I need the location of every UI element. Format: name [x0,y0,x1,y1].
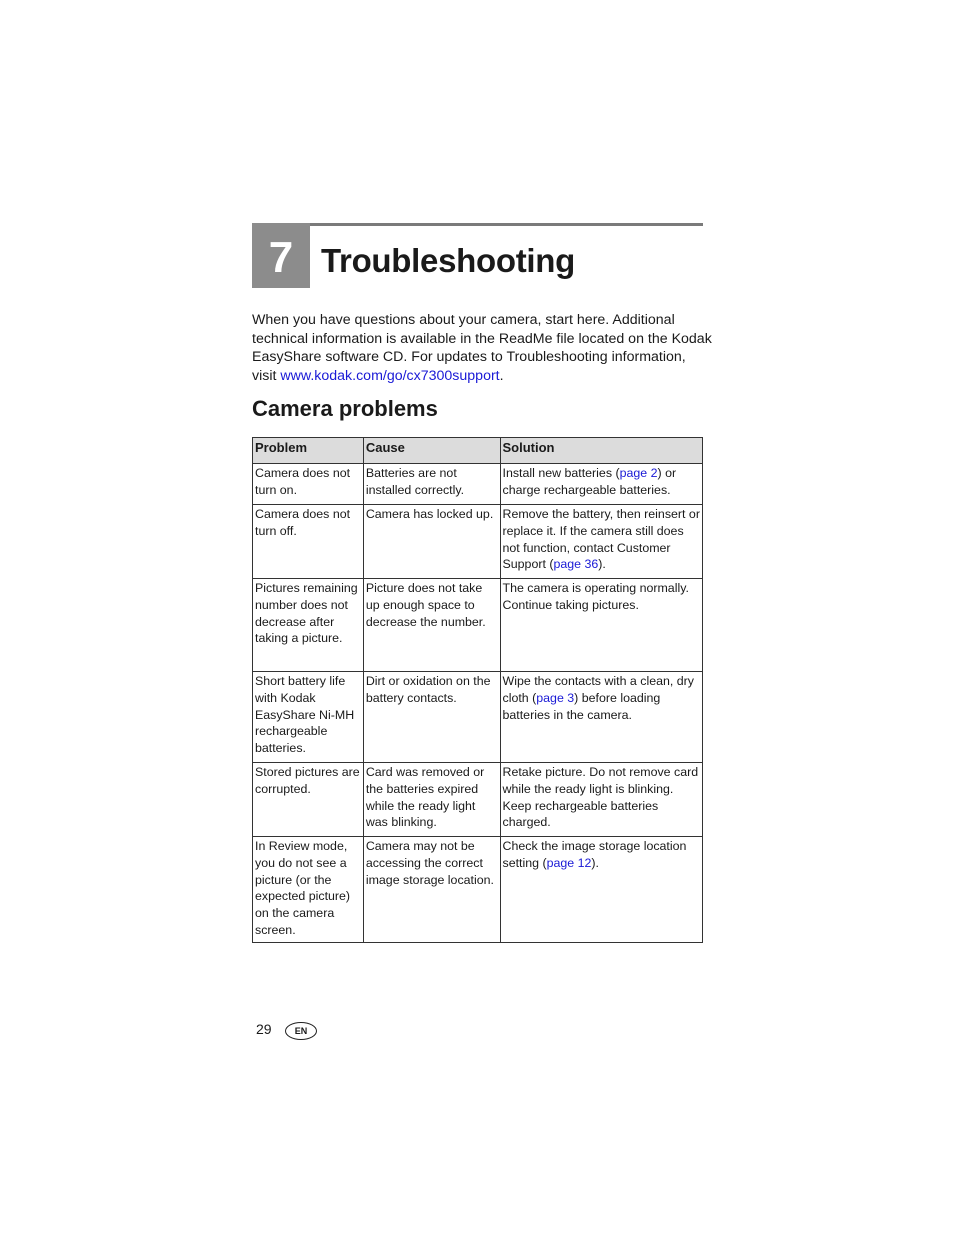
chapter-number: 7 [252,223,310,288]
page-link[interactable]: page 36 [553,557,599,572]
chapter-title: Troubleshooting [321,242,575,279]
problem-cell: Stored pictures are corrupted. [253,763,364,837]
support-link[interactable]: www.kodak.com/go/cx7300support [280,367,500,384]
header-problem: Problem [253,438,364,464]
table-row [253,672,703,763]
solution-text: ) before loading batteries in the camera. [502,690,661,722]
table-row [253,464,703,505]
solution-text: Wipe the contacts with a clean, dry cloth ( [502,674,694,705]
page-link[interactable]: page 2 [619,466,658,480]
table-header-row [253,438,703,464]
solution-text: ). [598,557,606,572]
solution-cell [500,837,702,943]
page-link[interactable]: page 12 [546,855,592,870]
intro-end: . [499,367,504,384]
table-row [253,837,703,943]
table-row [253,763,703,837]
solution-text: Install new batteries ( [502,466,620,480]
table-row [253,505,703,579]
problem-cell: Pictures remaining number does not decrease after taking a picture. [253,579,364,672]
solution-text: Remove the battery, then reinsert or replace it. If the camera still does not function, contact Customer Support ( [502,507,700,572]
solution-cell [500,579,702,672]
cause-cell: Card was removed or the batteries expired while the ready light was blinking. [363,763,500,837]
problem-cell: In Review mode, you do not see a picture (or the expected picture) on the camera screen. [253,837,364,943]
solution-cell [500,464,702,505]
language-badge: EN [285,1022,317,1040]
solution-text: Retake picture. Do not remove card while the ready light is blinking. Keep rechargeable batteries charged. [502,765,699,830]
header-cause: Cause [363,438,500,464]
solution-text: ). [591,855,599,870]
intro-paragraph [252,311,712,385]
cause-cell: Dirt or oxidation on the battery contacts. [363,672,500,763]
cause-cell: Camera may not be accessing the correct image storage location. [363,837,500,943]
problem-cell: Camera does not turn on. [253,464,364,505]
intro-text: When you have questions about your camera, start here. Additional technical information is available in the ReadMe file located on the Kodak EasyShare software CD. For updates to Troubleshooting information, visit [252,312,712,384]
solution-cell [500,763,702,837]
cause-cell: Picture does not take up enough space to decrease the number. [363,579,500,672]
page-number: 29 [256,1021,272,1037]
page-link[interactable]: page 3 [536,690,575,705]
cause-cell: Camera has locked up. [363,505,500,579]
header-solution: Solution [500,438,702,464]
problems-table [252,437,703,943]
problem-cell: Short battery life with Kodak EasyShare Ni-MH rechargeable batteries. [253,672,364,763]
table-row [253,579,703,672]
cause-cell: Batteries are not installed correctly. [363,464,500,505]
solution-cell [500,505,702,579]
problem-cell: Camera does not turn off. [253,505,364,579]
solution-text: ) or charge rechargeable batteries. [502,466,677,497]
chapter-rule [252,223,703,226]
solution-text: The camera is operating normally. Continue taking pictures. [502,581,689,612]
section-title: Camera problems [252,396,438,421]
solution-text: Check the image storage location setting ( [502,839,687,870]
solution-cell [500,672,702,763]
